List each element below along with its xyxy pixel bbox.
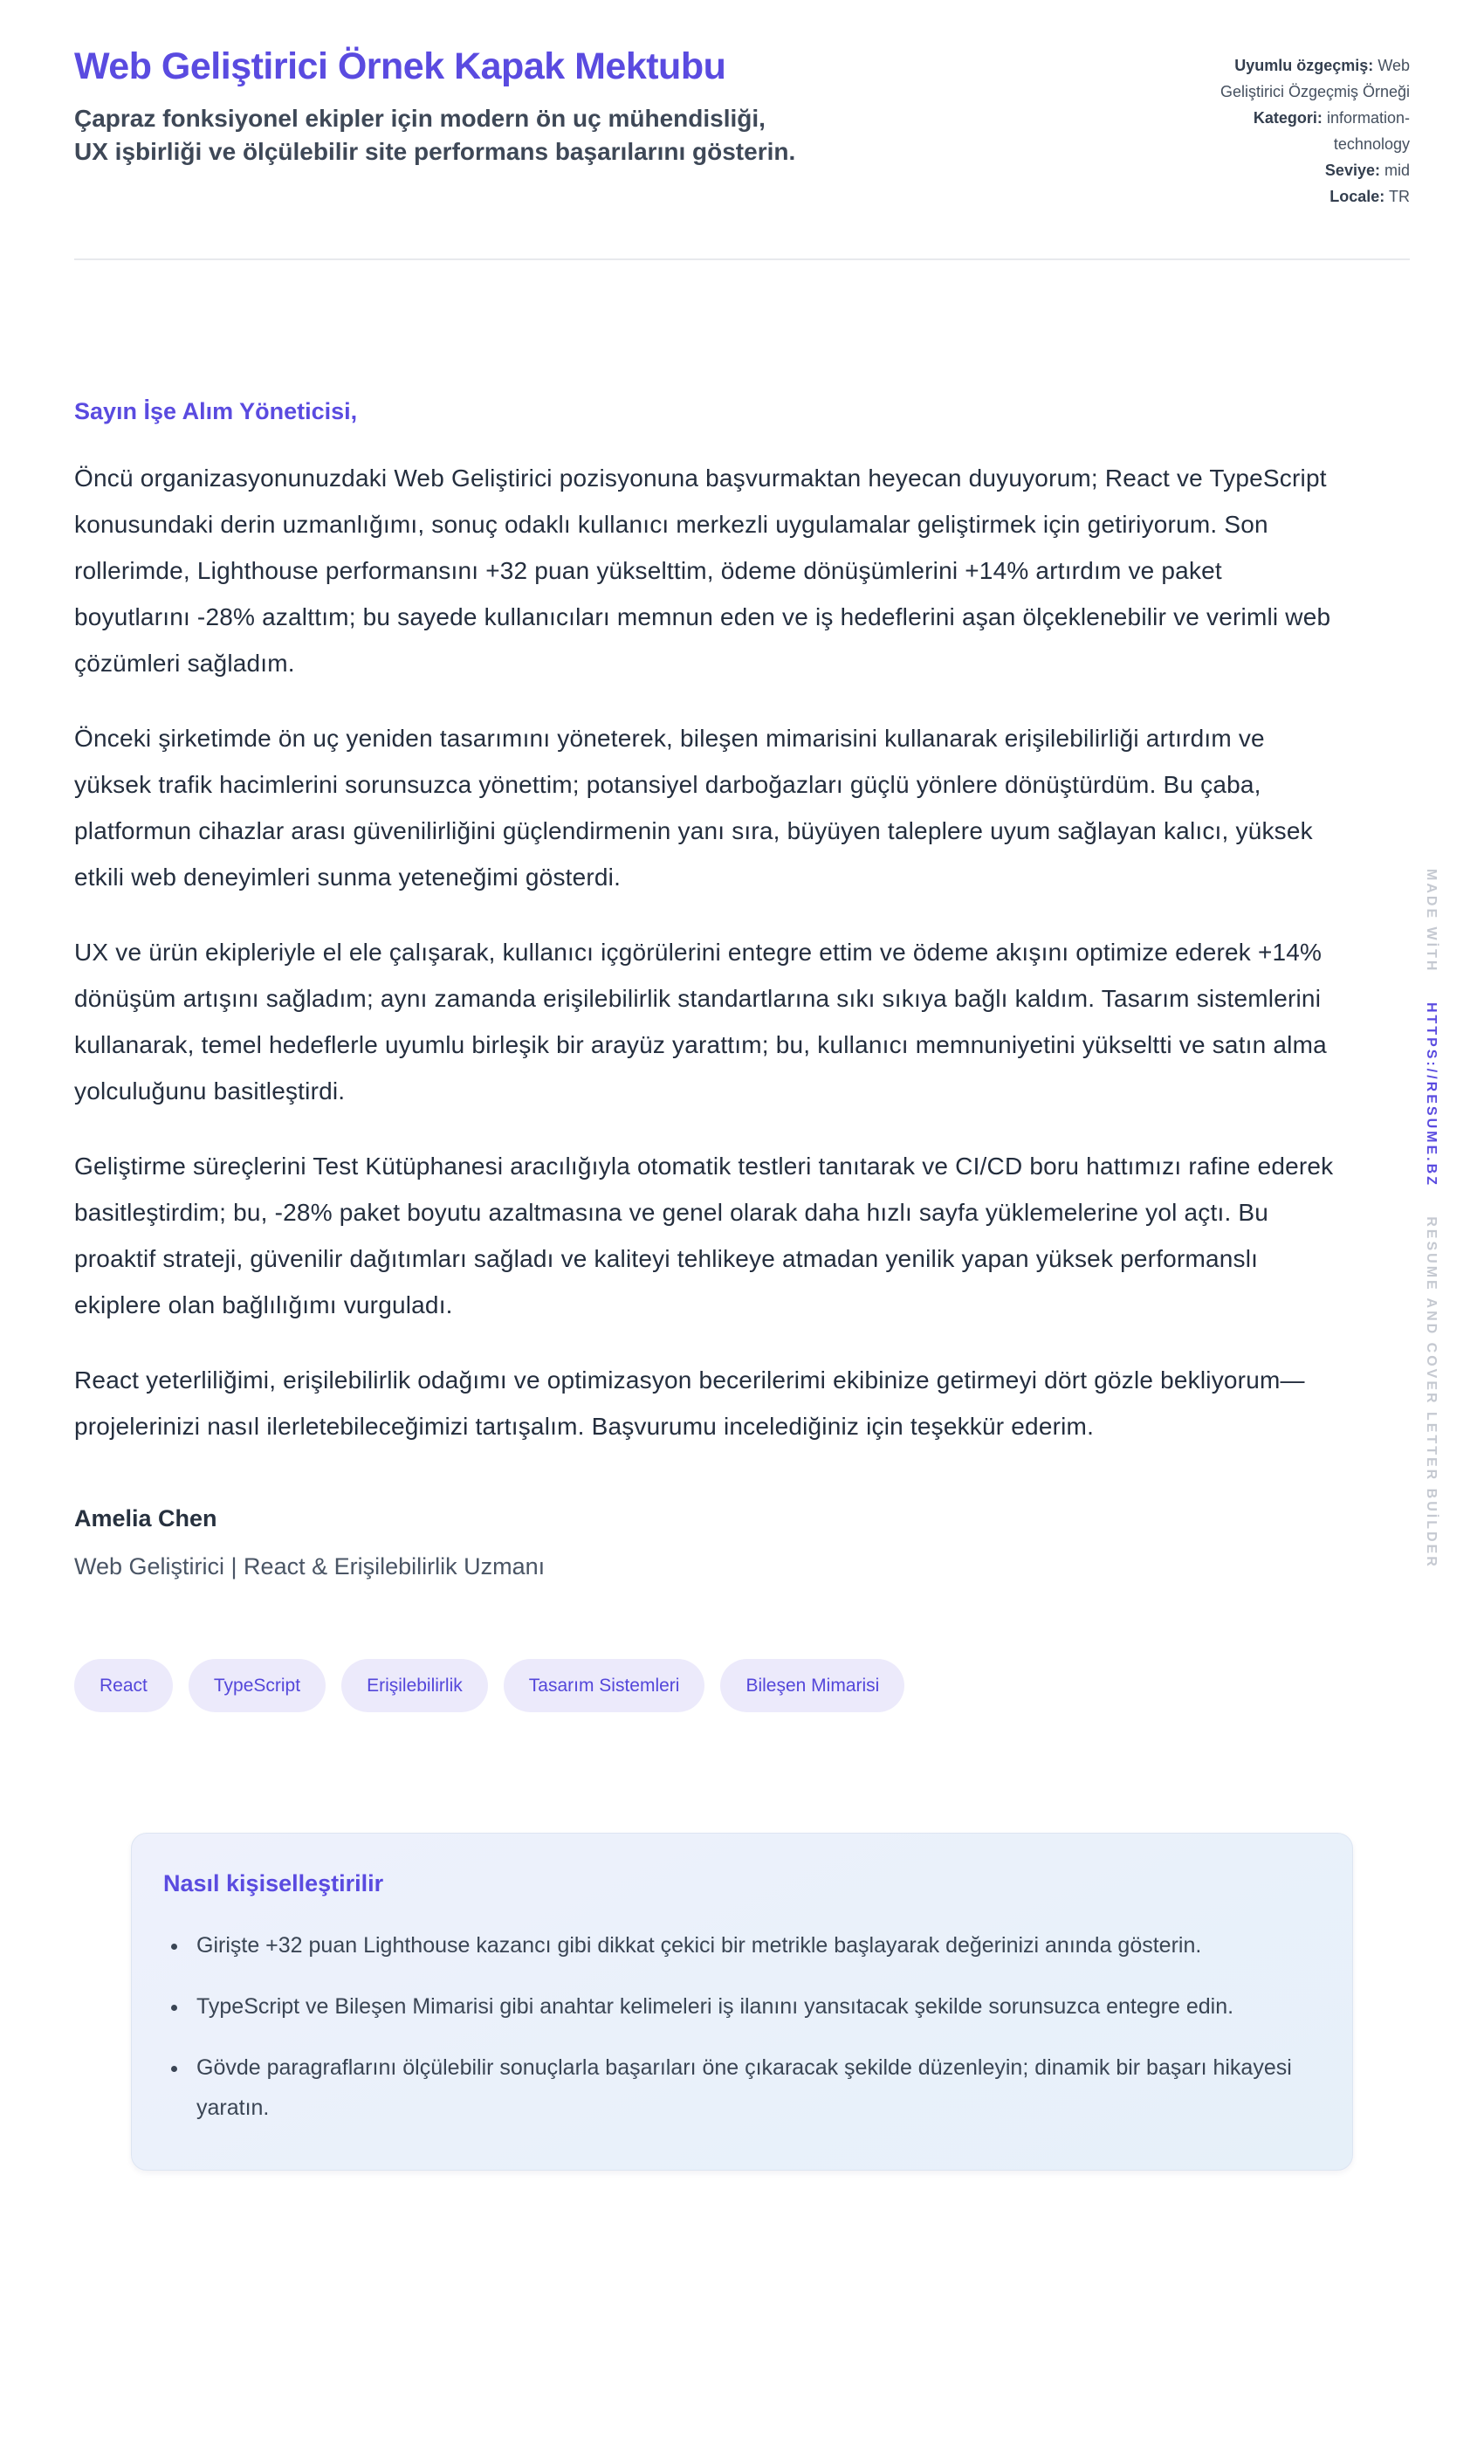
meta-row-category [1187,105,1410,157]
meta-value: information-technology [1326,109,1410,153]
personalization-bullet: • Gövde paragraflarını ölçülebilir sonuçlarla başarıları öne çıkaracak şekilde düzenleyin; dinamik bir başarı hikayesi yaratın. [189,2048,1307,2128]
signature-role: Web Geliştirici | React & Erişilebilirlik Uzmanı [74,1553,546,1580]
personalization-box [131,1833,1353,2171]
letter-paragraph: UX ve ürün ekipleriyle el ele çalışarak, kullanıcı içgörülerini entegre ettim ve ödeme akışını optimize ederek +14% dönüşüm artışını sağladım; aynı zamanda erişilebilirlik standartlarına sıkı sıkıya bağlı kaldım. Tasarım sistemlerini kullanarak, temel hedeflerle uyumlu birleşik bir arayüz yarattım; bu, kullanıcı memnuniyetini yükseltti ve satın alma yolculuğunu basitleştirdi. [74,939,1327,1105]
resume-bz-link[interactable]: HTTPS://RESUME.BZ [1424,1001,1439,1187]
letter-paragraph: Önceki şirketimde ön uç yeniden tasarımını yöneterek, bileşen mimarisini kullanarak erişilebilirliği artırdım ve yüksek trafik hacimlerini sorunsuzca yönettim; potansiyel darboğazları güçlü yönlere dönüştürdüm. Bu çaba, platformun cihazlar arası güvenilirliğini güçlendirmenin yanı sıra, büyüyen taleplere uyum sağlayan kalıcı, yüksek etkili web deneyimleri sunma yeteneğimi gösterdi. [74,725,1313,891]
signature-block [74,1505,1410,1580]
meta-label: Locale: [1329,188,1385,205]
header-title-block [74,45,803,210]
cover-letter-body [74,398,1410,1580]
meta-row-level [1187,157,1410,183]
meta-value: TR [1389,188,1410,205]
watermark-builder-label: RESUME AND COVER LETTER BUİLDER [1424,1216,1439,1569]
signature-name: Amelia Chen [74,1505,217,1531]
meta-value: mid [1384,162,1410,179]
page-header [74,45,1410,210]
meta-value: Web Geliştirici Özgeçmiş Örneği [1219,57,1410,100]
skill-tag: React [74,1659,173,1712]
personalization-bullet: • Girişte +32 puan Lighthouse kazancı gibi dikkat çekici bir metrikle başlayarak değerinizi anında gösterin. [189,1925,1307,1965]
letter-greeting: Sayın İşe Alım Yöneticisi, [74,398,358,424]
header-meta [1187,45,1410,210]
page-subtitle: Çapraz fonksiyonel ekipler için modern ön uç mühendisliği, UX işbirliği ve ölçülebilir site performans başarılarını gösterin. [74,105,796,165]
header-divider [74,258,1410,260]
meta-label: Kategori: [1253,109,1323,127]
skill-tag: TypeScript [189,1659,326,1712]
personalization-bullets [163,1925,1310,2128]
meta-row-matching-resume [1187,52,1410,105]
letter-paragraph: React yeterliliğimi, erişilebilirlik odağımı ve optimizasyon becerilerimi ekibinize getirmeyi dört gözle bekliyorum—projelerinizi nasıl ilerletebileceğimizi tartışalım. Başvurumu incelediğiniz için teşekkür ederim. [74,1366,1305,1440]
letter-paragraph: Geliştirme süreçlerini Test Kütüphanesi aracılığıyla otomatik testleri tanıtarak ve CI/CD boru hattımızı rafine ederek basitleştirdim; bu, -28% paket boyutu azaltmasına ve genel olarak daha hızlı sayfa yüklemelerine yol açtı. Bu proaktif strateji, güvenilir dağıtımları sağladı ve kaliteyi tehlikeye atmadan yenilik yapan yüksek performanslı ekiplere olan bağlılığımı vurguladı. [74,1153,1334,1318]
meta-row-locale [1187,183,1410,210]
skill-tag: Tasarım Sistemleri [504,1659,705,1712]
watermark-made-with-label: MADE WİTH [1424,869,1439,974]
meta-label: Uyumlu özgeçmiş: [1234,57,1374,74]
personalization-title: Nasıl kişiselleştirilir [163,1870,384,1896]
personalization-bullet: • TypeScript ve Bileşen Mimarisi gibi anahtar kelimeleri iş ilanını yansıtacak şekilde sorunsuzca entegre edin. [189,1986,1307,2027]
skill-tag: Erişilebilirlik [341,1659,488,1712]
letter-paragraph: Öncü organizasyonunuzdaki Web Geliştirici pozisyonuna başvurmaktan heyecan duyuyorum; React ve TypeScript konusundaki derin uzmanlığımı, sonuç odaklı kullanıcı merkezli uygulamalar geliştirmek için getiriyorum. Son rollerimde, Lighthouse performansını +32 puan yükselttim, ödeme dönüşümlerini +14% artırdım ve paket boyutlarını -28% azalttım; bu sayede kullanıcıları memnun eden ve iş hedeflerini aşan ölçeklenebilir ve verimli web çözümleri sağladım. [74,465,1331,677]
made-with-watermark [1423,869,1439,1569]
skill-tags [74,1659,1410,1712]
meta-label: Seviye: [1324,162,1380,179]
skill-tag: Bileşen Mimarisi [720,1659,904,1712]
page-title: Web Geliştirici Örnek Kapak Mektubu [74,45,726,87]
